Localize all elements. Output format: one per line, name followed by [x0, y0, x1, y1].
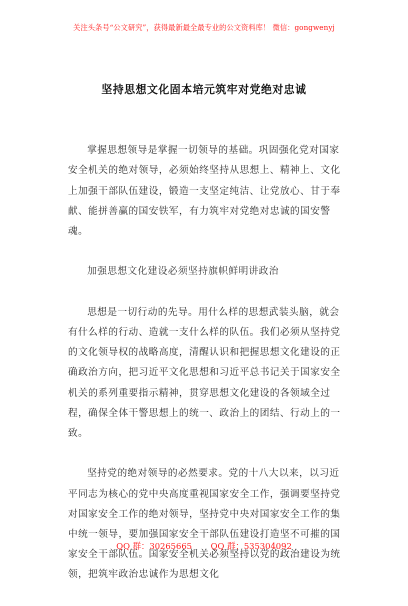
document-title: 坚持思想文化固本培元筑牢对党绝对忠诚 [101, 83, 307, 96]
footer-contact [0, 540, 408, 552]
body-paragraph: 掌握思想领导是掌握一切领导的基础。巩固强化党对国家安全机关的绝对领导，必须始终坚持从思想上、精神上、文化上加强干部队伍建设，锻造一支坚定纯洁、让党放心、甘于奉献、能拼善赢的国安铁军，有力筑牢对党绝对忠诚的国安警魂。 [68, 145, 341, 238]
section-subheading: 加强思想文化建设必须坚持旗帜鲜明讲政治 [87, 266, 279, 278]
body-paragraph: 坚持党的绝对领导的必然要求。党的十八大以来，以习近平同志为核心的党中央高度重视国家安全工作，强调要坚持党对国家安全工作的绝对领导，坚持党中央对国家安全工作的集中统一领导，要加强国家安全干部队伍建设打造坚不可摧的国家安全干部队伍。国家安全机关必须坚持以党的政治建设为统领，把筑牢政治忠诚作为思想文化 [68, 468, 341, 581]
body-paragraph: 思想是一切行动的先导。用什么样的思想武装头脑，就会有什么样的行动、造就一支什么样的队伍。我们必须从坚持党的文化领导权的战略高度，清醒认识和把握思想文化建设的正确政治方向，把习近平文化思想和习近平总书记关于国家安全机关的系列重要指示精神，贯穿思想文化建设的各领域全过程，确保全体干警思想上的统一、政治上的团结、行动上的一致。 [68, 306, 341, 440]
footer-qq-group-1: QQ 群：30265665 [116, 541, 192, 551]
footer-qq-group-2: QQ 群：535304092 [210, 541, 292, 551]
document-body [68, 121, 346, 606]
header-promo-banner: 关注头条号“公文研究”，获得最新最全最专业的公文资料库！ 微信：gongwenyj [73, 23, 335, 32]
